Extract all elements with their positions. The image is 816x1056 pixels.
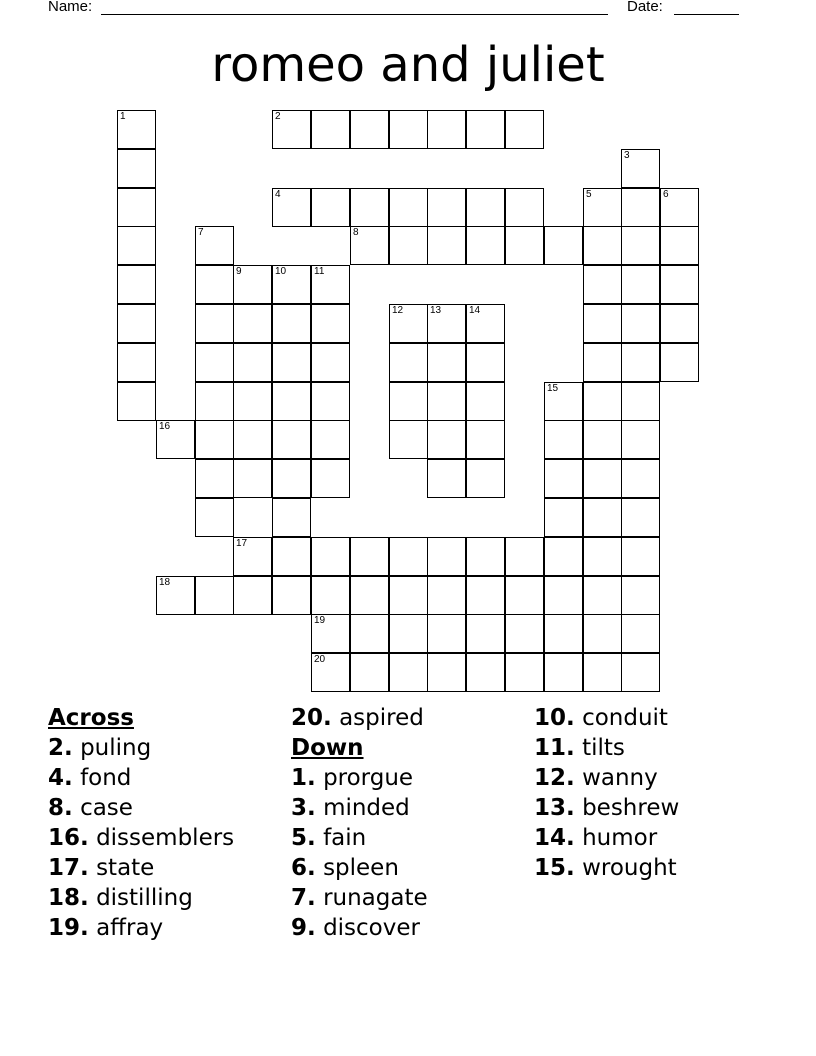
cell-number: 2: [275, 111, 281, 122]
grid-cell[interactable]: [427, 537, 466, 576]
clue-across-19: 19. affray: [48, 915, 164, 941]
cell-number: 4: [275, 189, 281, 200]
grid-cell[interactable]: [621, 576, 660, 615]
cell-number: 7: [198, 227, 204, 238]
grid-cell[interactable]: [621, 304, 660, 343]
grid-cell[interactable]: [272, 382, 311, 421]
grid-cell[interactable]: [466, 382, 505, 421]
grid-cell[interactable]: [621, 149, 660, 188]
grid-cell[interactable]: [621, 653, 660, 692]
clue-across-20: 20. aspired: [291, 705, 424, 731]
puzzle-title: romeo and juliet: [211, 37, 605, 93]
grid-cell[interactable]: [505, 226, 544, 265]
grid-cell[interactable]: [427, 653, 466, 692]
grid-cell[interactable]: [427, 343, 466, 382]
grid-cell[interactable]: [544, 459, 583, 498]
grid-cell[interactable]: [621, 265, 660, 304]
grid-cell[interactable]: [233, 265, 272, 304]
clue-down-6: 6. spleen: [291, 855, 399, 881]
grid-cell[interactable]: [350, 614, 389, 653]
clue-across-8: 8. case: [48, 795, 133, 821]
clue-column-2: [291, 703, 428, 943]
grid-cell[interactable]: [544, 614, 583, 653]
cell-number: 3: [624, 150, 630, 161]
grid-cell[interactable]: [311, 576, 350, 615]
grid-cell[interactable]: [311, 110, 350, 149]
clue-column-1: [48, 703, 234, 943]
grid-cell[interactable]: [505, 537, 544, 576]
grid-cell[interactable]: [544, 382, 583, 421]
grid-cell[interactable]: [583, 459, 622, 498]
grid-cell[interactable]: [311, 459, 350, 498]
cell-number: 6: [663, 189, 669, 200]
grid-cell[interactable]: [583, 498, 622, 537]
grid-cell[interactable]: [466, 110, 505, 149]
grid-cell[interactable]: [583, 537, 622, 576]
name-label: Name:: [48, 0, 93, 15]
grid-cell[interactable]: [466, 226, 505, 265]
grid-cell[interactable]: [505, 614, 544, 653]
grid-cell[interactable]: [621, 188, 660, 227]
grid-cell[interactable]: [233, 459, 272, 498]
grid-cell[interactable]: [117, 149, 156, 188]
cell-number: 17: [236, 538, 248, 549]
grid-cell[interactable]: [466, 459, 505, 498]
grid-cell[interactable]: [621, 498, 660, 537]
down-heading: Down: [291, 735, 364, 761]
grid-cell[interactable]: [427, 226, 466, 265]
grid-cell[interactable]: [311, 614, 350, 653]
grid-cell[interactable]: [466, 614, 505, 653]
grid-cell[interactable]: [389, 110, 428, 149]
grid-cell[interactable]: [272, 188, 311, 227]
cell-number: 18: [159, 577, 171, 588]
grid-cell[interactable]: [195, 343, 234, 382]
grid-cell[interactable]: [156, 420, 195, 459]
grid-cell[interactable]: [466, 576, 505, 615]
grid-cell[interactable]: [389, 614, 428, 653]
cell-number: 9: [236, 266, 242, 277]
cell-number: 1: [120, 111, 126, 122]
grid-cell[interactable]: [272, 265, 311, 304]
grid-cell[interactable]: [311, 265, 350, 304]
grid-cell[interactable]: [311, 382, 350, 421]
grid-cell[interactable]: [621, 614, 660, 653]
clue-down-7: 7. runagate: [291, 885, 428, 911]
grid-cell[interactable]: [311, 420, 350, 459]
grid-cell[interactable]: [350, 653, 389, 692]
grid-cell[interactable]: [660, 226, 699, 265]
grid-cell[interactable]: [583, 653, 622, 692]
clue-down-12: 12. wanny: [534, 765, 658, 791]
grid-cell[interactable]: [311, 653, 350, 692]
clue-across-18: 18. distilling: [48, 885, 193, 911]
grid-cell[interactable]: [583, 304, 622, 343]
cell-number: 19: [314, 615, 326, 626]
grid-cell[interactable]: [544, 226, 583, 265]
grid-cell[interactable]: [621, 459, 660, 498]
grid-cell[interactable]: [311, 537, 350, 576]
grid-cell[interactable]: [272, 459, 311, 498]
grid-cell[interactable]: [427, 382, 466, 421]
grid-cell[interactable]: [544, 653, 583, 692]
grid-cell[interactable]: [466, 188, 505, 227]
grid-cell[interactable]: [272, 498, 311, 537]
grid-cell[interactable]: [505, 576, 544, 615]
grid-cell[interactable]: [389, 537, 428, 576]
grid-cell[interactable]: [195, 498, 234, 537]
grid-cell[interactable]: [272, 537, 311, 576]
clue-across-2: 2. puling: [48, 735, 152, 761]
clue-down-10: 10. conduit: [534, 705, 668, 731]
grid-cell[interactable]: [427, 420, 466, 459]
grid-cell[interactable]: [466, 343, 505, 382]
grid-cell[interactable]: [544, 420, 583, 459]
clue-down-9: 9. discover: [291, 915, 420, 941]
grid-cell[interactable]: [233, 304, 272, 343]
grid-cell[interactable]: [156, 576, 195, 615]
grid-cell[interactable]: [466, 420, 505, 459]
grid-cell[interactable]: [466, 537, 505, 576]
grid-cell[interactable]: [272, 343, 311, 382]
grid-cell[interactable]: [195, 265, 234, 304]
grid-cell[interactable]: [621, 420, 660, 459]
grid-cell[interactable]: [427, 576, 466, 615]
grid-cell[interactable]: [621, 537, 660, 576]
grid-cell[interactable]: [195, 382, 234, 421]
grid-cell[interactable]: [583, 382, 622, 421]
cell-number: 20: [314, 654, 326, 665]
grid-cell[interactable]: [389, 420, 428, 459]
grid-cell[interactable]: [350, 537, 389, 576]
grid-cell[interactable]: [583, 576, 622, 615]
cell-number: 15: [547, 383, 559, 394]
clue-down-13: 13. beshrew: [534, 795, 680, 821]
clue-down-14: 14. humor: [534, 825, 658, 851]
grid-cell[interactable]: [427, 614, 466, 653]
clue-down-15: 15. wrought: [534, 855, 677, 881]
grid-cell[interactable]: [195, 226, 234, 265]
grid-cell[interactable]: [350, 110, 389, 149]
grid-cell[interactable]: [544, 576, 583, 615]
grid-cell[interactable]: [311, 188, 350, 227]
clue-across-17: 17. state: [48, 855, 155, 881]
grid-cell[interactable]: [583, 343, 622, 382]
clue-column-3: [534, 703, 679, 883]
grid-cell[interactable]: [427, 110, 466, 149]
grid-cell[interactable]: [389, 653, 428, 692]
grid-cell[interactable]: [427, 304, 466, 343]
clue-down-1: 1. prorgue: [291, 765, 414, 791]
grid-cell[interactable]: [427, 459, 466, 498]
cell-number: 14: [469, 305, 481, 316]
grid-cell[interactable]: [389, 188, 428, 227]
cell-number: 8: [353, 227, 359, 238]
grid-cell[interactable]: [195, 420, 234, 459]
grid-cell[interactable]: [350, 576, 389, 615]
cell-number: 12: [392, 305, 404, 316]
grid-cell[interactable]: [505, 110, 544, 149]
grid-cell[interactable]: [583, 420, 622, 459]
grid-cell[interactable]: [117, 343, 156, 382]
grid-cell[interactable]: [350, 188, 389, 227]
grid-cell[interactable]: [544, 537, 583, 576]
grid-cell[interactable]: [117, 188, 156, 227]
grid-cell[interactable]: [621, 382, 660, 421]
date-label: Date:: [627, 0, 663, 15]
clue-across-16: 16. dissemblers: [48, 825, 235, 851]
grid-cell[interactable]: [117, 382, 156, 421]
grid-cell[interactable]: [389, 343, 428, 382]
cell-number: 13: [430, 305, 442, 316]
grid-cell[interactable]: [117, 304, 156, 343]
grid-cell[interactable]: [195, 576, 234, 615]
grid-cell[interactable]: [233, 343, 272, 382]
grid-cell[interactable]: [583, 226, 622, 265]
grid-cell[interactable]: [621, 226, 660, 265]
grid-cell[interactable]: [233, 382, 272, 421]
grid-cell[interactable]: [272, 304, 311, 343]
grid-cell[interactable]: [544, 498, 583, 537]
grid-cell[interactable]: [195, 304, 234, 343]
cell-number: 16: [159, 421, 171, 432]
grid-cell[interactable]: [117, 110, 156, 149]
grid-cell[interactable]: [117, 226, 156, 265]
grid-cell[interactable]: [621, 343, 660, 382]
grid-cell[interactable]: [272, 420, 311, 459]
clue-down-5: 5. fain: [291, 825, 367, 851]
cell-number: 5: [586, 189, 592, 200]
grid-cell[interactable]: [117, 265, 156, 304]
grid-cell[interactable]: [272, 110, 311, 149]
grid-cell[interactable]: [233, 537, 272, 576]
grid-cell[interactable]: [583, 265, 622, 304]
grid-cell[interactable]: [505, 653, 544, 692]
grid-cell[interactable]: [389, 576, 428, 615]
grid-cell[interactable]: [427, 188, 466, 227]
grid-cell[interactable]: [466, 653, 505, 692]
clue-across-4: 4. fond: [48, 765, 132, 791]
grid-cell[interactable]: [466, 304, 505, 343]
grid-cell[interactable]: [233, 420, 272, 459]
cell-number: 10: [275, 266, 287, 277]
grid-cell[interactable]: [505, 188, 544, 227]
grid-cell[interactable]: [233, 576, 272, 615]
grid-cell[interactable]: [583, 188, 622, 227]
clue-down-3: 3. minded: [291, 795, 410, 821]
cell-number: 11: [314, 266, 325, 277]
grid-cell[interactable]: [272, 576, 311, 615]
grid-cell[interactable]: [660, 304, 699, 343]
grid-cell[interactable]: [195, 459, 234, 498]
grid-cell[interactable]: [583, 614, 622, 653]
across-heading: Across: [48, 705, 134, 731]
grid-cell[interactable]: [660, 343, 699, 382]
grid-cell[interactable]: [350, 226, 389, 265]
clue-down-11: 11. tilts: [534, 735, 625, 761]
grid-cell[interactable]: [389, 226, 428, 265]
grid-cell[interactable]: [311, 343, 350, 382]
grid-cell[interactable]: [389, 304, 428, 343]
grid-cell[interactable]: [311, 304, 350, 343]
grid-cell[interactable]: [660, 188, 699, 227]
grid-cell[interactable]: [389, 382, 428, 421]
grid-cell[interactable]: [660, 265, 699, 304]
